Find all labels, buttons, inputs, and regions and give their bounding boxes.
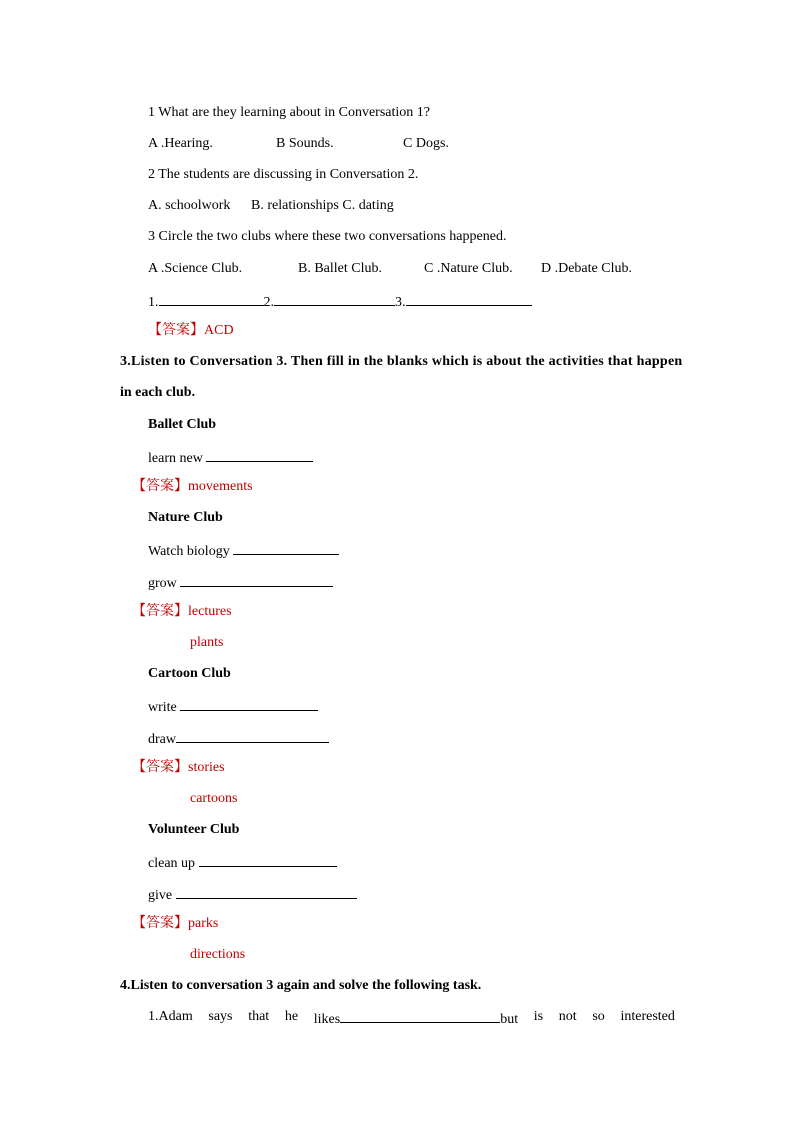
- answer-tag: 【答案】: [132, 479, 188, 494]
- fill-blank[interactable]: [233, 540, 339, 555]
- answer-line-volunteer: [132, 915, 218, 933]
- item-label: grow: [148, 576, 177, 591]
- word-with-blank: [314, 1008, 518, 1029]
- club-title-ballet: Ballet Club: [148, 417, 217, 432]
- item-label: learn new: [148, 451, 203, 466]
- q1-option-c: C Dogs.: [403, 136, 449, 151]
- answer-line-cartoon-2: cartoons: [190, 791, 238, 806]
- section3-heading: 3.Listen to Conversation 3. Then fill in the blanks which is about the activities that happen: [120, 354, 683, 369]
- item-label: draw: [148, 732, 176, 747]
- word: interested: [620, 1009, 675, 1024]
- fill-blank[interactable]: [340, 1008, 500, 1023]
- word: is: [533, 1009, 544, 1024]
- nature-item-1: [148, 540, 339, 561]
- item-label: give: [148, 888, 173, 903]
- answer-tag: 【答案】: [148, 323, 204, 338]
- cartoon-item-1: [148, 696, 318, 717]
- word: likes: [313, 1012, 341, 1027]
- q3-option-a: A .Science Club.: [148, 261, 243, 276]
- answer-text: parks: [188, 916, 219, 931]
- item-label: clean up: [148, 856, 196, 871]
- answer-line-section2: [148, 322, 234, 340]
- item-label: write: [148, 700, 177, 715]
- answer-line-nature: [132, 603, 232, 621]
- q3-option-b: B. Ballet Club.: [298, 261, 382, 276]
- fill-blank[interactable]: [180, 696, 318, 711]
- answer-line-ballet: [132, 478, 253, 496]
- fill-blank[interactable]: [199, 852, 337, 867]
- item-label: Watch biology: [148, 544, 230, 559]
- section4-question-1: [148, 1008, 675, 1029]
- blank-label-3: 3.: [395, 295, 406, 310]
- section3-heading-line1: [120, 353, 683, 371]
- answer-blank-2[interactable]: [274, 291, 395, 306]
- answer-blank-3[interactable]: [406, 291, 532, 306]
- q3-option-d: D .Debate Club.: [541, 261, 632, 276]
- cartoon-item-2: [148, 728, 329, 749]
- fill-blank[interactable]: [180, 572, 333, 587]
- word: not: [558, 1009, 577, 1024]
- volunteer-item-2: [148, 884, 357, 905]
- answer-tag: 【答案】: [132, 916, 188, 931]
- section3-heading-line2: in each club.: [120, 385, 196, 400]
- word: that: [248, 1009, 270, 1024]
- question-2: 2 The students are discussing in Conversation 2.: [148, 167, 419, 182]
- answer-text: ACD: [204, 323, 234, 338]
- fill-blank[interactable]: [176, 728, 329, 743]
- club-title-cartoon: Cartoon Club: [148, 666, 231, 681]
- nature-item-2: [148, 572, 333, 593]
- answer-blank-1[interactable]: [159, 291, 264, 306]
- blank-label-2: 2.: [263, 295, 274, 310]
- q3-option-c: C .Nature Club.: [424, 261, 513, 276]
- word: but: [500, 1012, 519, 1027]
- answer-line-cartoon: [132, 759, 225, 777]
- ballet-item-1: [148, 447, 313, 468]
- question-1: 1 What are they learning about in Conversation 1?: [148, 105, 430, 120]
- q2-option-a: A. schoolwork: [148, 198, 231, 213]
- answer-text: lectures: [188, 604, 232, 619]
- q1-option-a: A .Hearing.: [148, 136, 213, 151]
- q1-option-b: B Sounds.: [276, 136, 334, 151]
- answer-text: movements: [188, 479, 253, 494]
- volunteer-item-1: [148, 852, 337, 873]
- answer-line-volunteer-2: directions: [190, 947, 246, 962]
- word: 1.Adam: [148, 1009, 193, 1024]
- question-3: 3 Circle the two clubs where these two conversations happened.: [148, 229, 507, 244]
- answer-text: stories: [188, 760, 225, 775]
- club-title-volunteer: Volunteer Club: [148, 822, 240, 837]
- word: so: [592, 1009, 605, 1024]
- answer-tag: 【答案】: [132, 604, 188, 619]
- fill-blank[interactable]: [176, 884, 357, 899]
- blank-label-1: 1.: [148, 295, 159, 310]
- fill-blank[interactable]: [206, 447, 313, 462]
- section4-heading: 4.Listen to conversation 3 again and solve the following task.: [120, 978, 482, 993]
- answer-blanks-row: [148, 291, 532, 312]
- word: he: [284, 1009, 299, 1024]
- club-title-nature: Nature Club: [148, 510, 223, 525]
- q2-option-bc: B. relationships C. dating: [251, 198, 394, 213]
- answer-tag: 【答案】: [132, 760, 188, 775]
- answer-line-nature-2: plants: [190, 635, 224, 650]
- word: says: [208, 1009, 233, 1024]
